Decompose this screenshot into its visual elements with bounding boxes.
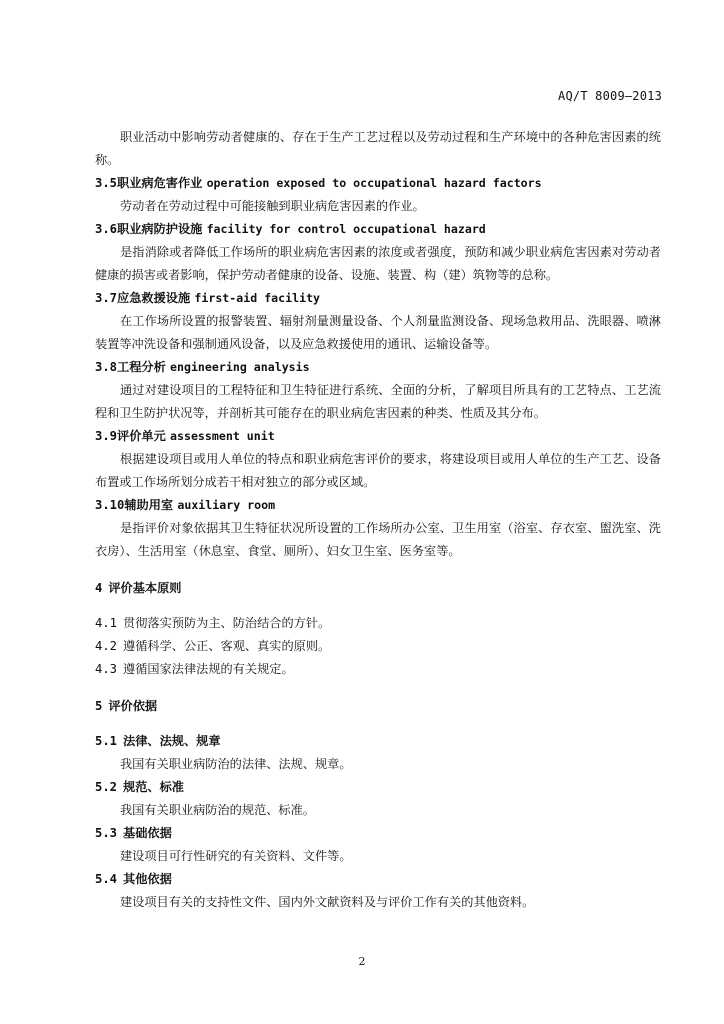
subsection-text: 建设项目可行性研究的有关资料、文件等。 (120, 849, 352, 863)
term-definition: 是指评价对象依据其卫生特征状况所设置的工作场所办公室、卫生用室（浴室、存衣室、盥洗室、洗衣房）、生活用室（休息室、食堂、厕所）、妇女卫生室、医务室等。 (95, 521, 661, 558)
term-en: facility for control occupational hazard (206, 222, 486, 236)
term-heading (95, 425, 661, 448)
subsection-text: 我国有关职业病防治的规范、标准。 (120, 803, 315, 817)
standard-code: AQ/T 8009—2013 (558, 89, 662, 103)
term-zh: 应急救援设施 (117, 291, 191, 305)
term-number: 3.7 (95, 291, 118, 305)
term-definition: 根据建设项目或用人单位的特点和职业病危害评价的要求，将建设项目或用人单位的生产工艺、设备布置或工作场所划分成若干相对独立的部分或区域。 (95, 452, 661, 489)
clause (95, 658, 661, 681)
term-3-4-definition-continued: 职业活动中影响劳动者健康的、存在于生产工艺过程以及劳动过程和生产环境中的各种危害因素的统称。 (95, 130, 661, 167)
term-en: operation exposed to occupational hazard factors (206, 176, 542, 190)
subsection-number: 5.3 (95, 826, 118, 840)
subsection-text: 我国有关职业病防治的法律、法规、规章。 (120, 757, 352, 771)
subsection-text: 建设项目有关的支持性文件、国内外文献资料及与评价工作有关的其他资料。 (120, 895, 535, 909)
term-number: 3.10 (95, 498, 125, 512)
term-zh: 辅助用室 (124, 498, 174, 512)
term-heading (95, 356, 661, 379)
subsection-title: 其他依据 (123, 872, 172, 886)
subsection-number: 5.1 (95, 734, 118, 748)
term-zh: 工程分析 (117, 360, 166, 374)
clause-text: 遵循国家法律法规的有关规定。 (123, 662, 294, 676)
term-definition: 通过对建设项目的工程特征和卫生特征进行系统、全面的分析，了解项目所具有的工艺特点、工艺流程和卫生防护状况等，并剖析其可能存在的职业病危害因素的种类、性质及其分布。 (95, 383, 661, 420)
subsection-heading (95, 776, 661, 799)
term-en: engineering analysis (170, 360, 310, 374)
term-definition: 劳动者在劳动过程中可能接触到职业病危害因素的作业。 (120, 199, 425, 213)
page-number: 2 (358, 955, 366, 968)
term-zh: 评价单元 (117, 429, 166, 443)
term-en: assessment unit (170, 429, 275, 443)
term-heading (95, 287, 661, 310)
section-title: 评价依据 (108, 699, 158, 713)
term-number: 3.6 (95, 222, 118, 236)
document-body (95, 126, 661, 914)
term-heading (95, 218, 661, 241)
subsection-title: 法律、法规、规章 (123, 734, 221, 748)
section-5-heading (95, 695, 661, 718)
term-heading (95, 494, 661, 517)
term-definition: 是指消除或者降低工作场所的职业病危害因素的浓度或者强度，预防和减少职业病危害因素对劳动者健康的损害或者影响，保护劳动者健康的设备、设施、装置、构（建）筑物等的总称。 (95, 245, 661, 282)
subsection-number: 5.4 (95, 872, 118, 886)
subsection-heading (95, 822, 661, 845)
subsection-heading (95, 868, 661, 891)
section-number: 5 (95, 699, 103, 713)
term-number: 3.8 (95, 360, 118, 374)
clause-number: 4.3 (95, 662, 118, 676)
section-number: 4 (95, 581, 103, 595)
clause (95, 635, 661, 658)
section-4-heading (95, 577, 661, 600)
subsection-heading (95, 730, 661, 753)
clause-number: 4.1 (95, 616, 118, 630)
section-title: 评价基本原则 (108, 581, 182, 595)
clause-text: 贯彻落实预防为主、防治结合的方针。 (123, 616, 331, 630)
term-zh: 职业病防护设施 (117, 222, 203, 236)
clause (95, 612, 661, 635)
term-definition: 在工作场所设置的报警装置、辐射剂量测量设备、个人剂量监测设备、现场急救用品、洗眼器、喷淋装置等冲洗设备和强制通风设备，以及应急救援使用的通讯、运输设备等。 (95, 314, 661, 351)
subsection-number: 5.2 (95, 780, 118, 794)
term-zh: 职业病危害作业 (117, 176, 203, 190)
clause-text: 遵循科学、公正、客观、真实的原则。 (123, 639, 331, 653)
term-heading (95, 172, 661, 195)
term-number: 3.5 (95, 176, 118, 190)
term-number: 3.9 (95, 429, 118, 443)
clause-number: 4.2 (95, 639, 118, 653)
subsection-title: 基础依据 (123, 826, 172, 840)
term-en: first-aid facility (194, 291, 321, 305)
subsection-title: 规范、标准 (123, 780, 184, 794)
term-en: auxiliary room (177, 498, 276, 512)
